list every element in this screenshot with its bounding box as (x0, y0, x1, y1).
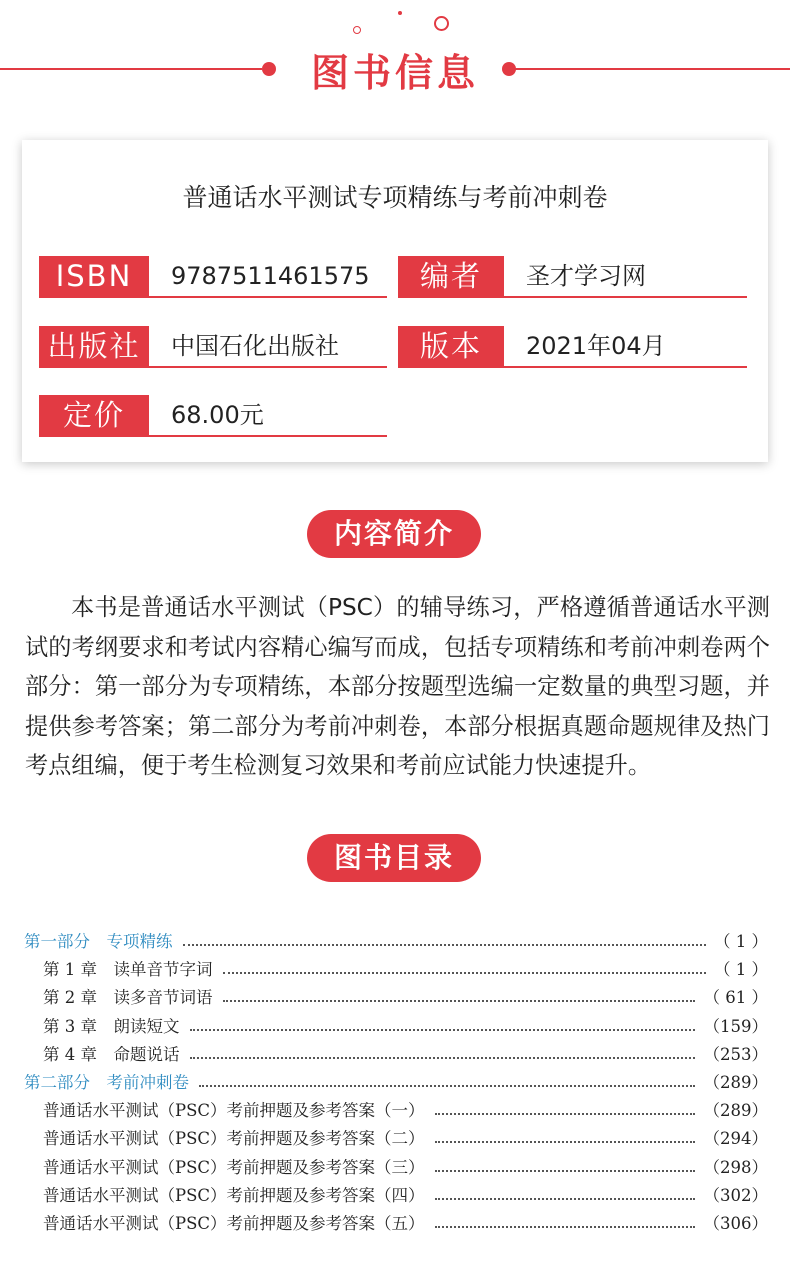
toc-page-number: （289） (703, 1101, 768, 1121)
toc-leader-dots (435, 1170, 695, 1172)
toc-chapter-title: 普通话水平测试（PSC）考前押题及参考答案（一） (43, 1101, 425, 1121)
book-title: 普通话水平测试专项精练与考前冲刺卷 (182, 183, 608, 212)
toc-page-number: （ 61 ） (703, 988, 768, 1008)
isbn-underline (39, 296, 387, 298)
editor-underline (398, 296, 747, 298)
toc-heading-badge: 图书目录 (307, 834, 481, 882)
toc-page-number: （253） (703, 1044, 768, 1064)
isbn-value: 9787511461575 (171, 262, 370, 290)
edition-field (398, 326, 747, 368)
toc-chapter-row (0, 956, 790, 984)
toc-leader-dots (183, 944, 706, 946)
book-info-card (22, 140, 768, 462)
editor-label: 编者 (398, 256, 504, 296)
decor-ring-large (434, 16, 449, 31)
toc-leader-dots (223, 972, 706, 974)
toc-leader-dots (190, 1029, 695, 1031)
header-line-left (0, 68, 262, 70)
edition-value: 2021年04月 (526, 332, 666, 360)
toc-part-row (0, 928, 790, 956)
toc-chapter-title: 第 3 章 朗读短文 (43, 1016, 180, 1036)
toc-page-number: （ 1 ） (714, 960, 768, 980)
toc-page-number: （302） (703, 1185, 768, 1205)
toc-chapter-title: 普通话水平测试（PSC）考前押题及参考答案（四） (43, 1185, 425, 1205)
isbn-field (39, 256, 387, 298)
intro-heading-badge: 内容简介 (307, 510, 481, 558)
toc-leader-dots (199, 1085, 695, 1087)
toc-page-number: （294） (703, 1129, 768, 1149)
toc-part-title: 第一部分 专项精练 (24, 932, 173, 951)
toc-chapter-row (0, 984, 790, 1012)
price-field (39, 395, 387, 437)
header-line-right (514, 68, 790, 70)
toc-chapter-row (0, 1154, 790, 1182)
page-title: 图书信息 (310, 51, 479, 95)
toc-chapter-title: 第 2 章 读多音节词语 (43, 988, 213, 1008)
toc-chapter-title: 普通话水平测试（PSC）考前押题及参考答案（三） (43, 1157, 425, 1177)
toc-chapter-title: 普通话水平测试（PSC）考前押题及参考答案（五） (43, 1214, 425, 1233)
toc-chapter-row (0, 1182, 790, 1210)
publisher-label: 出版社 (39, 326, 149, 366)
edition-underline (398, 366, 747, 368)
toc-chapter-row (0, 1013, 790, 1041)
publisher-value: 中国石化出版社 (171, 332, 339, 360)
toc-page-number: （ 1 ） (714, 932, 768, 951)
decor-ring-small (353, 26, 361, 34)
toc-part-title: 第二部分 考前冲刺卷 (24, 1073, 189, 1092)
isbn-label: ISBN (39, 256, 149, 296)
editor-value: 圣才学习网 (526, 262, 646, 290)
publisher-underline (39, 366, 387, 368)
header-dot-left (262, 62, 276, 76)
edition-label: 版本 (398, 326, 504, 366)
toc-page-number: （159） (703, 1016, 768, 1036)
publisher-field (39, 326, 387, 368)
toc-chapter-title: 第 4 章 命题说话 (43, 1044, 180, 1064)
toc-chapter-row (0, 1125, 790, 1153)
toc-chapter-title: 第 1 章 读单音节字词 (43, 960, 213, 980)
toc-leader-dots (190, 1057, 695, 1059)
toc-leader-dots (223, 1000, 695, 1002)
intro-paragraph: 本书是普通话水平测试（PSC）的辅导练习，严格遵循普通话水平测试的考纲要求和考试内容精心编写而成，包括专项精练和考前冲刺卷两个部分：第一部分为专项精练，本部分按题型选编一定数量的典型习题，并提供参考答案；第二部分为考前冲刺卷，本部分根据真题命题规律及热门考点组编，便于考生检测复习效果和考前应试能力快速提升。 (25, 594, 770, 779)
price-value: 68.00元 (171, 401, 264, 429)
toc-leader-dots (435, 1198, 695, 1200)
toc-leader-dots (435, 1226, 695, 1228)
decor-dot (398, 11, 402, 15)
toc-chapter-row (0, 1097, 790, 1125)
toc-leader-dots (435, 1113, 695, 1115)
toc-leader-dots (435, 1141, 695, 1143)
toc-page-number: （289） (703, 1073, 768, 1092)
price-underline (39, 435, 387, 437)
editor-field (398, 256, 747, 298)
toc-chapter-row (0, 1041, 790, 1069)
toc-chapter-title: 普通话水平测试（PSC）考前押题及参考答案（二） (43, 1129, 425, 1149)
toc-chapter-row (0, 1210, 790, 1238)
toc-page-number: （298） (703, 1157, 768, 1177)
toc-part-row (0, 1069, 790, 1097)
toc-page-number: （306） (703, 1214, 768, 1233)
price-label: 定价 (39, 395, 149, 435)
